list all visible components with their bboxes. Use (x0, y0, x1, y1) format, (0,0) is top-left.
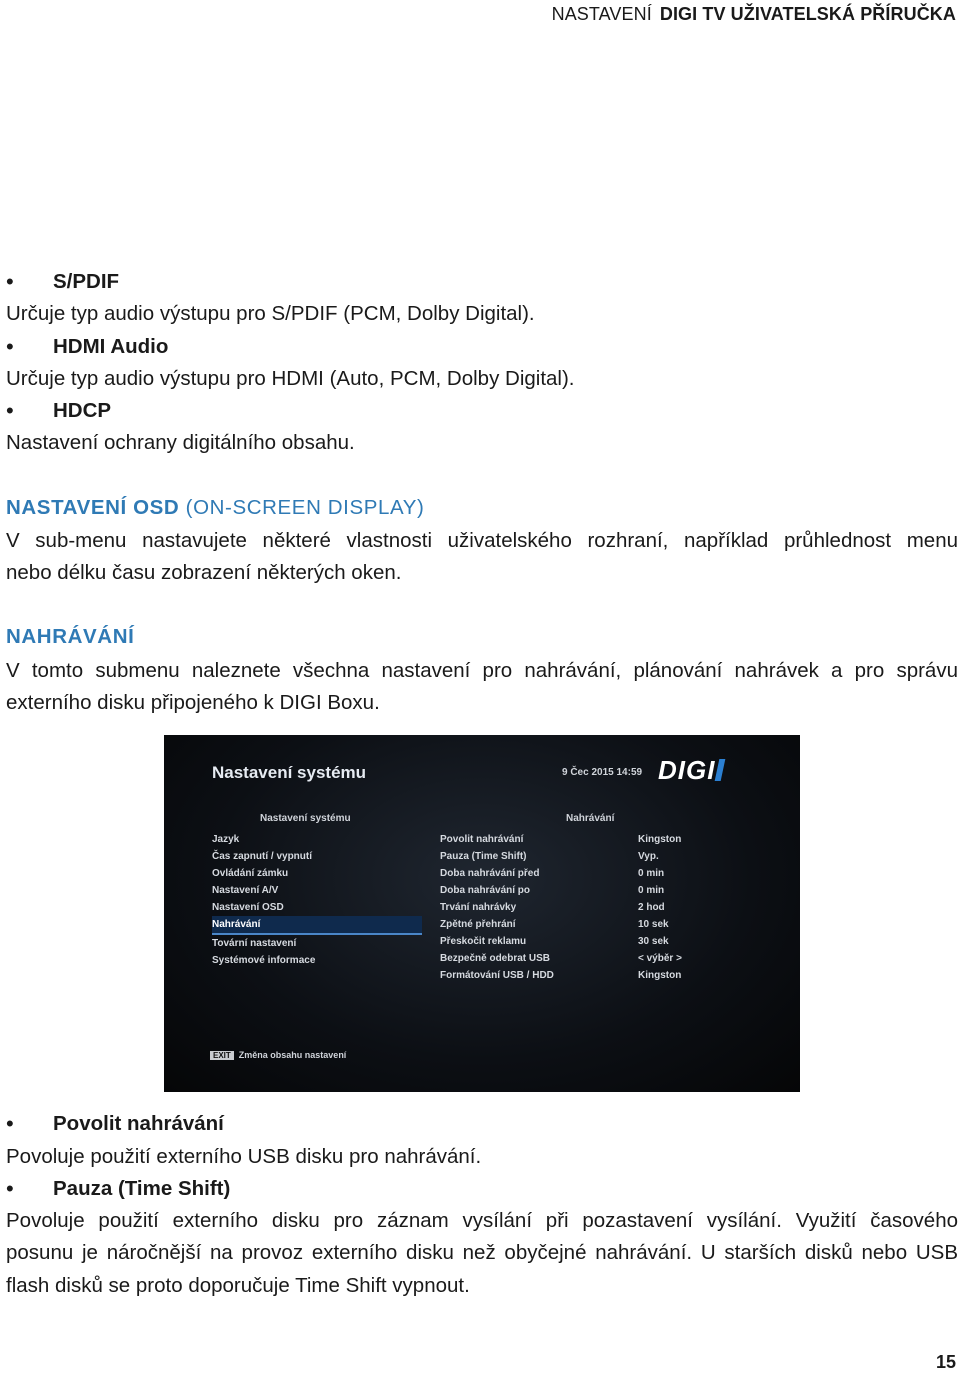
tv-menu-item-system-info[interactable]: Systémové informace (212, 955, 316, 966)
bullet-icon: • (6, 334, 14, 359)
tv-setting-row[interactable] (440, 967, 690, 984)
header-section: NASTAVENÍ (551, 4, 652, 24)
tv-menu-list (212, 831, 422, 969)
osd-paragraph-line-1: V sub-menu nastavujete některé vlastnosti uživatelského rozhraní, například průhlednost menu (6, 529, 958, 552)
tv-date-time: 9 Čec 2015 14:59 (562, 767, 643, 778)
tv-menu-item-osd[interactable]: Nastavení OSD (212, 902, 284, 913)
section-heading-recording (6, 621, 134, 653)
setting-value: Kingston (638, 834, 682, 845)
tv-menu-header: Nastavení systému (260, 813, 351, 824)
tv-setting-row[interactable] (440, 933, 690, 950)
tv-setting-row[interactable] (440, 848, 690, 865)
tv-settings-screenshot (164, 735, 800, 1092)
bullet-label: HDCP (53, 399, 112, 422)
setting-name: Zpětné přehrání (440, 919, 516, 930)
setting-value: 30 sek (638, 936, 669, 947)
hdcp-description: Nastavení ochrany digitálního obsahu. (6, 431, 355, 454)
setting-value: 0 min (638, 885, 665, 896)
time-shift-line-3: flash disků se proto doporučuje Time Shift vypnout. (6, 1274, 470, 1297)
setting-value: 2 hod (638, 902, 665, 913)
heading-bold: NASTAVENÍ OSD (6, 496, 180, 519)
bullet-label: Pauza (Time Shift) (53, 1177, 231, 1200)
osd-paragraph-line-2: nebo délku času zobrazení některých oken. (6, 561, 402, 584)
setting-name: Bezpečně odebrat USB (440, 953, 551, 964)
tv-setting-row[interactable] (440, 882, 690, 899)
tv-setting-row[interactable] (440, 865, 690, 882)
header-doc-title: DIGI TV UŽIVATELSKÁ PŘÍRUČKA (659, 4, 956, 24)
setting-name: Pauza (Time Shift) (440, 851, 527, 862)
setting-value: < výběr > (638, 953, 682, 964)
setting-name: Povolit nahrávání (440, 834, 524, 845)
setting-name: Trvání nahrávky (440, 902, 517, 913)
tv-menu-item-factory[interactable]: Tovární nastavení (212, 938, 297, 949)
tv-screen-title: Nastavení systému (212, 763, 367, 782)
heading-bold: NAHRÁVÁNÍ (6, 625, 135, 648)
setting-value: Kingston (638, 970, 682, 981)
bullet-icon: • (6, 1111, 14, 1136)
tv-setting-row[interactable] (440, 899, 690, 916)
tv-menu-item-power-time[interactable]: Čas zapnutí / vypnutí (212, 851, 313, 862)
section-heading-osd (6, 492, 424, 524)
time-shift-line-2: posunu je náročnější na provoz externího disku než obyčejné nahrávání. U starších disků nebo USB (6, 1241, 958, 1264)
heading-rest: (ON-SCREEN DISPLAY) (185, 496, 425, 519)
tv-footer-text: Změna obsahu nastavení (238, 1050, 347, 1060)
setting-name: Formátování USB / HDD (440, 970, 554, 981)
setting-name: Přeskočit reklamu (440, 936, 527, 947)
setting-value: 10 sek (638, 919, 669, 930)
tv-footer-hint (210, 1050, 346, 1060)
recording-paragraph-line-2: externího disku připojeného k DIGI Boxu. (6, 691, 380, 714)
bullet-icon: • (6, 1176, 14, 1201)
time-shift-line-1: Povoluje použití externího disku pro záznam vysílání při pozastavení vysílání. Využití časového (6, 1209, 958, 1232)
bullet-label: Povolit nahrávání (53, 1112, 224, 1135)
enable-recording-description: Povoluje použití externího USB disku pro nahrávání. (6, 1145, 482, 1168)
page-header (552, 4, 956, 25)
bullet-icon: • (6, 398, 14, 423)
setting-name: Doba nahrávání po (440, 885, 531, 896)
hdmi-description: Určuje typ audio výstupu pro HDMI (Auto, PCM, Dolby Digital). (6, 367, 575, 390)
setting-value: 0 min (638, 868, 665, 879)
tv-menu-item-av[interactable]: Nastavení A/V (212, 885, 279, 896)
recording-paragraph-line-1: V tomto submenu naleznete všechna nastavení pro nahrávání, plánování nahrávek a pro správu (6, 659, 958, 682)
digi-logo: DIGI (658, 755, 716, 785)
tv-menu-item-language[interactable]: Jazyk (212, 834, 240, 845)
tv-setting-row[interactable] (440, 831, 690, 848)
bullet-icon: • (6, 269, 14, 294)
tv-settings-list (440, 831, 690, 984)
exit-key-icon: EXIT (210, 1051, 234, 1060)
page-number: 15 (935, 1352, 956, 1372)
setting-value: Vyp. (638, 851, 659, 862)
bullet-label: S/PDIF (53, 270, 120, 293)
setting-name: Doba nahrávání před (440, 868, 540, 879)
tv-menu-item-recording[interactable]: Nahrávání (212, 916, 422, 935)
tv-settings-header: Nahrávání (566, 813, 615, 824)
bullet-label: HDMI Audio (53, 335, 169, 358)
tv-setting-row[interactable] (440, 916, 690, 933)
spdif-description: Určuje typ audio výstupu pro S/PDIF (PCM, Dolby Digital). (6, 302, 535, 325)
tv-setting-row[interactable] (440, 950, 690, 967)
tv-menu-item-lock[interactable]: Ovládání zámku (212, 868, 289, 879)
